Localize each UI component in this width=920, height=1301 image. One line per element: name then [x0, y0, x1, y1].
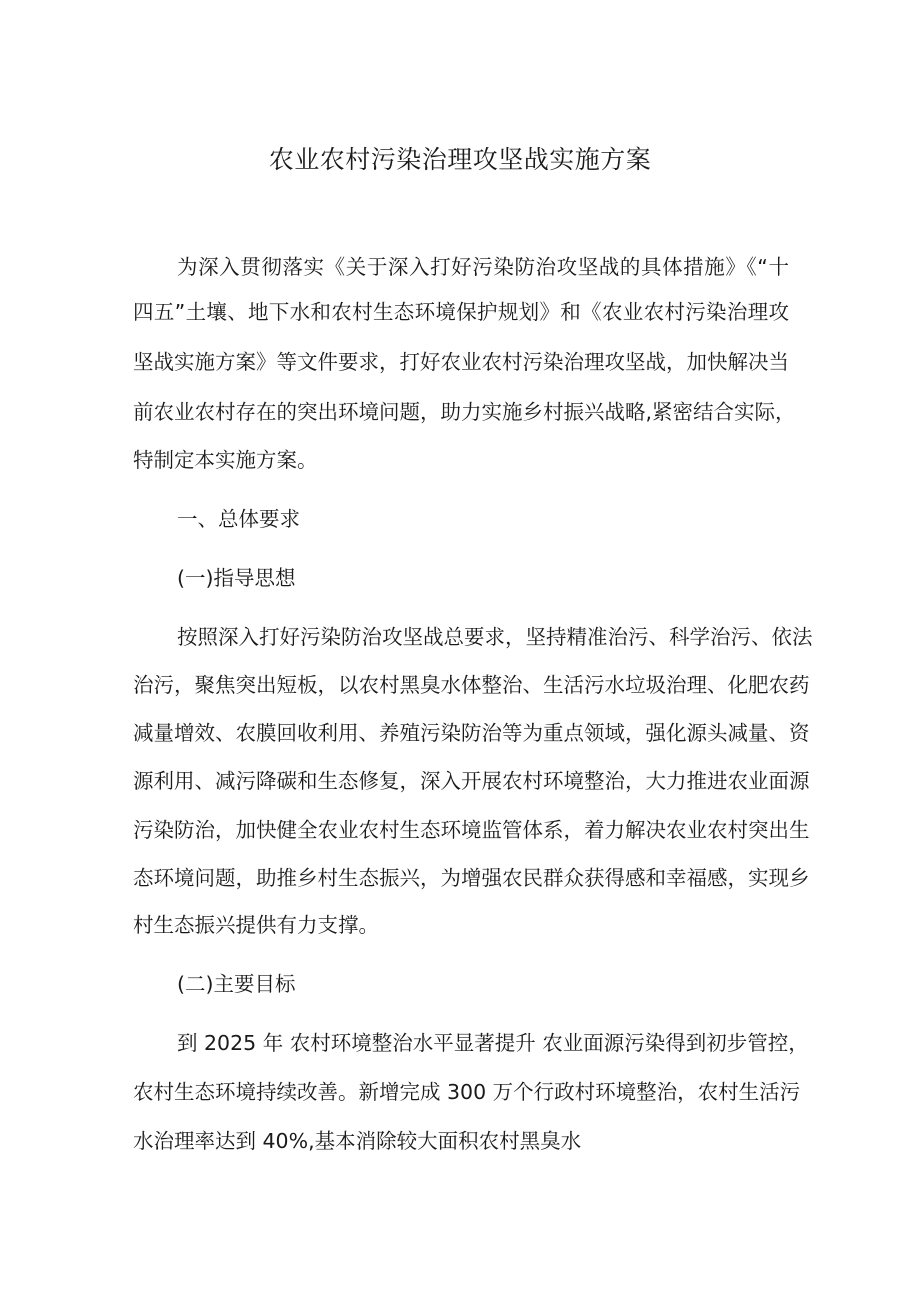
guiding-ideology-line-1: 按照深入打好污染防治攻坚战总要求，坚持精准治污、科学治污、依法: [177, 625, 813, 649]
intro-line-1: 为深入贯彻落实《关于深入打好污染防治攻坚战的具体措施》《“十: [177, 255, 789, 279]
main-goals-line-1: 到 2025 年 农村环境整治水平显著提升 农业面源污染得到初步管控，: [177, 1031, 809, 1055]
section-heading-overall-requirements: 一、总体要求: [177, 507, 300, 531]
guiding-ideology-line-2: 治污，聚焦突出短板，以农村黑臭水体整治、生活污水垃圾治理、化肥农药: [133, 673, 810, 697]
main-goals-line-3: 水治理率达到 40%,基本消除较大面积农村黑臭水: [133, 1129, 582, 1153]
intro-line-3: 坚战实施方案》等文件要求，打好农业农村污染治理攻坚战，加快解决当: [133, 350, 789, 374]
guiding-ideology-line-3: 减量增效、农膜回收利用、养殖污染防治等为重点领域，强化源头减量、资: [133, 721, 810, 745]
subsection-heading-guiding-ideology: (一)指导思想: [177, 566, 296, 590]
main-goals-line-2: 农村生态环境持续改善。新增完成 300 万个行政村环境整治，农村生活污: [133, 1080, 801, 1104]
intro-line-5: 特制定本实施方案。: [133, 448, 318, 472]
guiding-ideology-line-7: 村生态振兴提供有力支撑。: [133, 913, 379, 937]
document-title: 农业农村污染治理攻坚战实施方案: [268, 145, 652, 174]
intro-line-2: 四五”土壤、地下水和农村生态环境保护规划》和《农业农村污染治理攻: [133, 300, 789, 324]
subsection-heading-main-goals: (二)主要目标: [177, 972, 296, 996]
intro-line-4: 前农业农村存在的突出环境问题，助力实施乡村振兴战略,紧密结合实际，: [133, 400, 796, 424]
guiding-ideology-line-6: 态环境问题，助推乡村生态振兴，为增强农民群众获得感和幸福感，实现乡: [133, 866, 810, 890]
guiding-ideology-line-5: 污染防治，加快健全农业农村生态环境监管体系，着力解决农业农村突出生: [133, 818, 810, 842]
guiding-ideology-line-4: 源利用、减污降碳和生态修复，深入开展农村环境整治，大力推进农业面源: [133, 769, 810, 793]
